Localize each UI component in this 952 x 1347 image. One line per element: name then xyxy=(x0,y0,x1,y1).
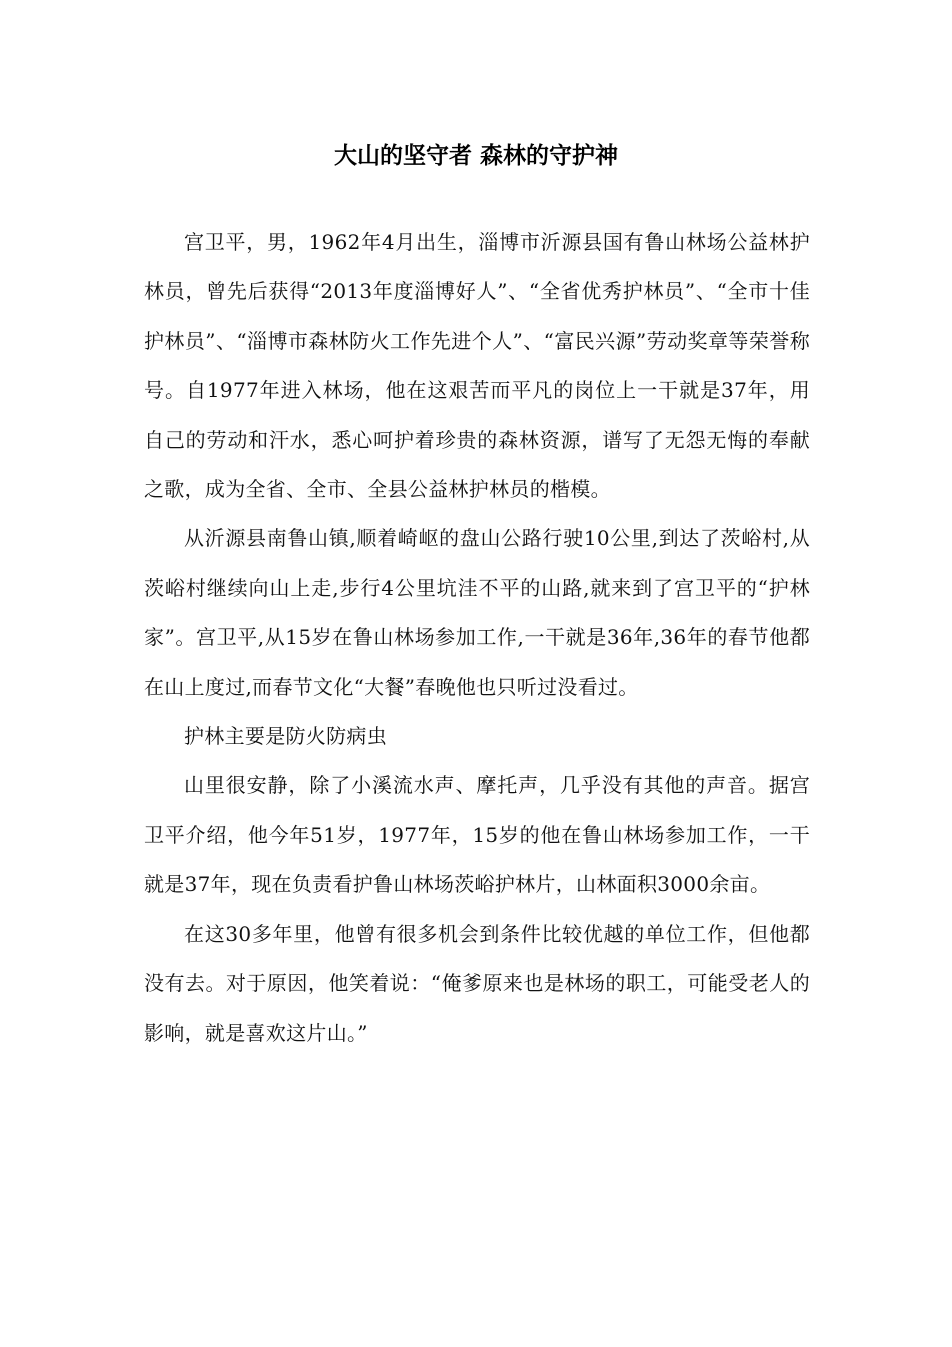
document-title: 大山的坚守者 森林的守护神 xyxy=(333,143,618,170)
paragraph-mountain: 山里很安静，除了小溪流水声、摩托声，几乎没有其他的声音。据宫卫平介绍，他今年51岁，1977年，15岁的他在鲁山林场参加工作，一干就是37年，现在负责看护鲁山林场茨峪护林片，山林面积3000余亩。 xyxy=(144,773,810,897)
paragraph-subheading: 护林主要是防火防病虫 xyxy=(184,724,387,749)
paragraph-reason: 在这30多年里，他曾有很多机会到条件比较优越的单位工作，但他都没有去。对于原因，他笑着说：“俺爹原来也是林场的职工，可能受老人的影响，就是喜欢这片山。” xyxy=(144,921,810,1045)
document-body xyxy=(144,218,810,1058)
paragraph-biography: 宫卫平，男，1962年4月出生，淄博市沂源县国有鲁山林场公益林护林员，曾先后获得“2013年度淄博好人”、“全省优秀护林员”、“全市十佳护林员”、“淄博市森林防火工作先进个人”、“富民兴源”劳动奖章等荣誉称号。自1977年进入林场，他在这艰苦而平凡的岗位上一干就是37年，用自己的劳动和汗水，悉心呵护着珍贵的森林资源，谱写了无怨无悔的奉献之歌，成为全省、全市、全县公益林护林员的楷模。 xyxy=(144,230,810,502)
paragraph-journey: 从沂源县南鲁山镇,顺着崎岖的盘山公路行驶10公里,到达了茨峪村,从茨峪村继续向山上走,步行4公里坑洼不平的山路,就来到了宫卫平的“护林家”。宫卫平,从15岁在鲁山林场参加工作,一干就是36年,36年的春节他都在山上度过,而春节文化“大餐”春晚他也只听过没看过。 xyxy=(144,526,810,699)
